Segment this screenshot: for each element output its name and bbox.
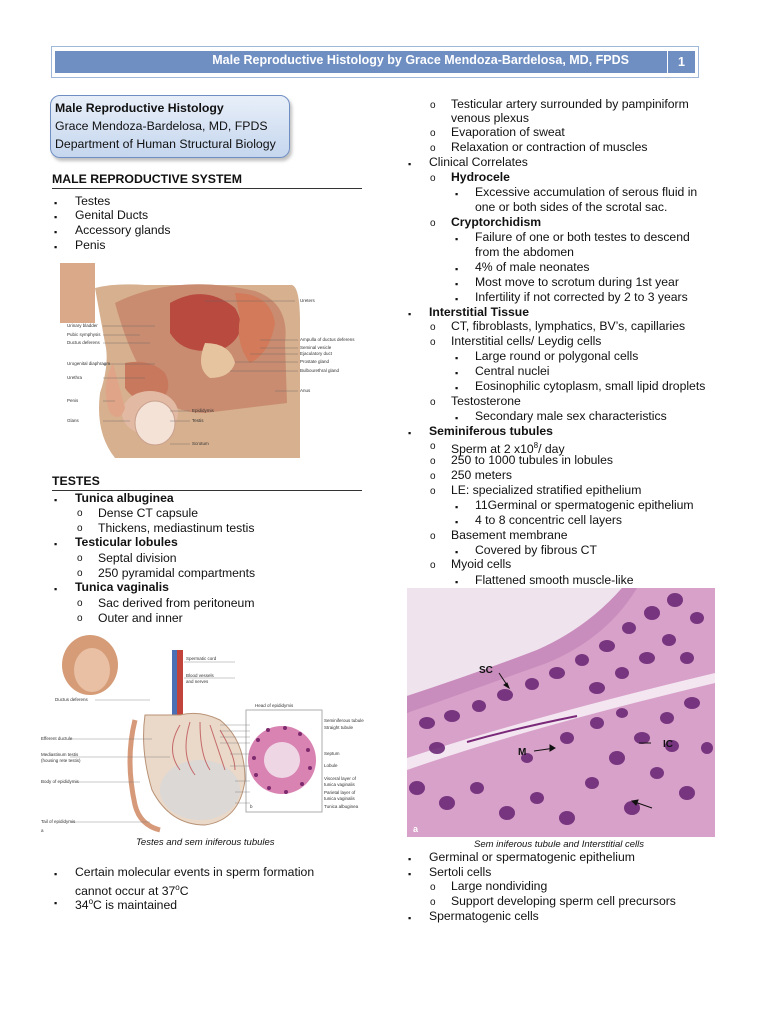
circle-bullet-icon: o <box>430 531 436 542</box>
label-ampulla: Ampulla of ductus deferens <box>300 337 355 342</box>
list-item: Thickens, mediastinum testis <box>98 521 255 535</box>
list-item: 11Germinal or spermatogenic epithelium <box>475 498 694 512</box>
list-item: Excessive accumulation of serous fluid in <box>475 185 698 199</box>
list-item: 34$^o$C is maintained <box>75 897 178 913</box>
label-tunica-albuginea: Tunica albuginea <box>324 804 359 809</box>
list-item: Support developing sperm cell precursors <box>451 894 676 908</box>
circle-bullet-icon: o <box>430 471 436 482</box>
doc-author: Grace Mendoza-Bardelosa, MD, FPDS <box>55 119 268 133</box>
list-item: Most move to scrotum during 1st year <box>475 275 679 289</box>
circle-bullet-icon: o <box>430 100 436 111</box>
label-epididymis: Epididymis <box>192 408 214 413</box>
list-item: Sertoli cells <box>429 865 492 879</box>
list-item: Clinical Correlates <box>429 155 528 169</box>
label-and-nerves: and nerves <box>186 679 209 684</box>
label-seminiferous-tubule: Seminiferous tubule <box>324 718 364 723</box>
list-item: Cryptorchidism <box>451 215 542 229</box>
list-item: Septal division <box>98 551 177 565</box>
bullet-icon: ▪ <box>408 869 412 879</box>
circle-bullet-icon: o <box>430 897 436 908</box>
list-item-continuation: cannot occur at 37$^o$C <box>75 883 189 899</box>
section-heading-system: MALE REPRODUCTIVE SYSTEM <box>52 172 242 186</box>
label-prostate: Prostate gland <box>300 359 330 364</box>
bullet-icon: ▪ <box>455 279 459 289</box>
list-item: Seminiferous tubules <box>429 424 553 438</box>
circle-bullet-icon: o <box>430 143 436 154</box>
bullet-icon: ▪ <box>54 539 58 549</box>
title-box <box>50 95 290 158</box>
bullet-icon: ▪ <box>54 227 58 237</box>
circle-bullet-icon: o <box>430 337 436 348</box>
figure-sagittal-section <box>55 263 360 458</box>
label-urinary-bladder: Urinary bladder <box>67 323 98 328</box>
list-item: 4% of male neonates <box>475 260 590 274</box>
list-item: Covered by fibrous CT <box>475 543 597 557</box>
circle-bullet-icon: o <box>430 322 436 333</box>
bullet-icon: ▪ <box>455 502 459 512</box>
list-item: Tunica albuginea <box>75 491 174 505</box>
label-ductus-deferens: Ductus deferens <box>67 340 100 345</box>
label-efferent-ductule: Efferent ductule <box>41 736 73 741</box>
list-item: Testicular artery surrounded by pampiniform <box>451 97 689 111</box>
label-ejaculatory-duct: Ejaculatory duct <box>300 351 333 356</box>
label-testis: Testis <box>192 418 204 423</box>
list-item-continuation: from the abdomen <box>475 245 574 259</box>
bullet-icon: ▪ <box>455 234 459 244</box>
header-title: Male Reproductive Histology by Grace Mendoza-Bardelosa, MD, FPDS <box>212 53 629 67</box>
label-penis: Penis <box>67 398 79 403</box>
header-bar <box>55 51 667 73</box>
list-item: LE: specialized stratified epithelium <box>451 483 642 497</box>
list-item: Basement membrane <box>451 528 568 542</box>
list-item: Flattened smooth muscle-like <box>475 573 634 587</box>
list-item-continuation: venous plexus <box>451 111 529 125</box>
bullet-icon: ▪ <box>408 428 412 438</box>
list-item: Large nondividing <box>451 879 548 893</box>
bullet-icon: ▪ <box>408 913 412 923</box>
bullet-icon: ▪ <box>455 368 459 378</box>
label-head-epididymis: Head of epididymis <box>255 703 294 708</box>
circle-bullet-icon: o <box>77 508 83 519</box>
circle-bullet-icon: o <box>77 613 83 624</box>
label-urethra: Urethra <box>67 375 83 380</box>
micrograph-seminiferous-tubule <box>407 588 715 837</box>
sagittal-illustration <box>55 263 360 458</box>
list-item: CT, fibroblasts, lymphatics, BV’s, capillaries <box>451 319 686 333</box>
page-number: 1 <box>668 51 695 73</box>
figure-testis-structure <box>40 630 365 835</box>
circle-bullet-icon: o <box>430 486 436 497</box>
list-item: Large round or polygonal cells <box>475 349 639 363</box>
bullet-icon: ▪ <box>455 189 459 199</box>
label-panel-b: b <box>250 804 253 809</box>
circle-bullet-icon: o <box>430 173 436 184</box>
list-item: 250 meters <box>451 468 512 482</box>
section-heading-testes: TESTES <box>52 474 100 488</box>
list-item: Certain molecular events in sperm formation <box>75 865 315 879</box>
micrograph-image <box>407 588 715 837</box>
label-rete: (housing rete testis) <box>41 758 81 763</box>
list-item: Interstitial cells/ Leydig cells <box>451 334 602 348</box>
bullet-icon: ▪ <box>54 242 58 252</box>
label-pubic-symphysis: Pubic symphysis <box>67 332 101 337</box>
label-visceral-layer: Visceral layer of <box>324 776 356 781</box>
label-ductus-deferens-2: Ductus deferens <box>55 697 88 702</box>
bullet-icon: ▪ <box>455 547 459 557</box>
list-item: Genital Ducts <box>75 208 149 222</box>
list-item: Hydrocele <box>451 170 510 184</box>
bullet-icon: ▪ <box>54 495 58 505</box>
label-parietal-layer: Parietal layer of <box>324 790 356 795</box>
micro-label-ic: IC <box>663 739 673 750</box>
label-straight-tubule: Straight tubule <box>324 725 354 730</box>
list-item: Testicular lobules <box>75 535 178 549</box>
bullet-icon: ▪ <box>408 159 412 169</box>
circle-bullet-icon: o <box>77 568 83 579</box>
list-item: Eosinophilic cytoplasm, small lipid droplets <box>475 379 706 393</box>
label-mediastinum: Mediastinum testis <box>41 752 79 757</box>
list-item: Infertility if not corrected by 2 to 3 years <box>475 290 688 304</box>
circle-bullet-icon: o <box>430 397 436 408</box>
doc-department: Department of Human Structural Biology <box>55 137 276 151</box>
label-glans: Glans <box>67 418 79 423</box>
list-item: Relaxation or contraction of muscles <box>451 140 648 154</box>
label-visceral-layer-2: tunica vaginalis <box>324 782 355 787</box>
label-parietal-layer-2: tunica vaginalis <box>324 796 355 801</box>
circle-bullet-icon: o <box>430 456 436 467</box>
bullet-icon: ▪ <box>54 198 58 208</box>
label-seminal-vesicle: Seminal vesicle <box>300 345 332 350</box>
list-item: Central nuclei <box>475 364 550 378</box>
bullet-icon: ▪ <box>455 264 459 274</box>
testis-illustration <box>40 630 365 835</box>
list-item: Dense CT capsule <box>98 506 199 520</box>
bullet-icon: ▪ <box>54 869 58 879</box>
list-item: Spermatogenic cells <box>429 909 539 923</box>
bullet-icon: ▪ <box>455 517 459 527</box>
circle-bullet-icon: o <box>430 882 436 893</box>
list-item: Germinal or spermatogenic epithelium <box>429 850 635 864</box>
list-item: Tunica vaginalis <box>75 580 169 594</box>
bullet-icon: ▪ <box>455 353 459 363</box>
label-ureters: Ureters <box>300 298 315 303</box>
list-item: Penis <box>75 238 106 252</box>
label-blood-vessels: Blood vessels <box>186 673 214 678</box>
bullet-icon: ▪ <box>54 584 58 594</box>
list-item: Secondary male sex characteristics <box>475 409 667 423</box>
list-item: Accessory glands <box>75 223 171 237</box>
circle-bullet-icon: o <box>430 128 436 139</box>
circle-bullet-icon: o <box>430 441 436 452</box>
list-item-continuation: one or both sides of the scrotal sac. <box>475 200 668 214</box>
list-item: Sac derived from peritoneum <box>98 596 255 610</box>
label-anus: Anus <box>300 388 311 393</box>
doc-title: Male Reproductive Histology <box>55 101 224 115</box>
bullet-icon: ▪ <box>455 383 459 393</box>
bullet-icon: ▪ <box>455 577 459 587</box>
list-item: Evaporation of sweat <box>451 125 565 139</box>
circle-bullet-icon: o <box>430 560 436 571</box>
bullet-icon: ▪ <box>54 898 58 908</box>
label-scrotum: Scrotum <box>192 441 209 446</box>
list-item: 4 to 8 concentric cell layers <box>475 513 622 527</box>
bullet-icon: ▪ <box>54 212 58 222</box>
list-item: Testes <box>75 194 111 208</box>
circle-bullet-icon: o <box>77 598 83 609</box>
micro-label-m: M <box>518 747 527 758</box>
figure-caption-right: Sem iniferous tubule and Interstitial cells <box>474 839 645 850</box>
label-urogenital-diaphragm: Urogenital diaphragm <box>67 361 111 366</box>
label-spermatic-cord: Spermatic cord <box>186 656 217 661</box>
label-lobule: Lobule <box>324 763 338 768</box>
label-panel-a: a <box>41 828 44 833</box>
circle-bullet-icon: o <box>430 218 436 229</box>
list-item: Sperm at 2 $x10^8/$ day <box>451 441 565 457</box>
list-item: 250 pyramidal compartments <box>98 566 256 580</box>
section-rule <box>52 188 362 189</box>
list-item: Myoid cells <box>451 557 512 571</box>
micro-label-sc: SC <box>479 665 493 676</box>
figure-caption-left: Testes and sem iniferous tubules <box>136 837 275 848</box>
label-bulbourethral: Bulbourethral gland <box>300 368 340 373</box>
bullet-icon: ▪ <box>408 854 412 864</box>
list-item: Outer and inner <box>98 611 183 625</box>
label-body-epididymis: Body of epididymis <box>41 779 79 784</box>
list-item: Testosterone <box>451 394 521 408</box>
label-septum: Septum <box>324 751 340 756</box>
label-tail-epididymis: Tail of epididymis <box>41 819 76 824</box>
circle-bullet-icon: o <box>77 553 83 564</box>
micro-label-a: a <box>413 824 419 834</box>
list-item: Failure of one or both testes to descend <box>475 230 690 244</box>
bullet-icon: ▪ <box>455 294 459 304</box>
circle-bullet-icon: o <box>77 523 83 534</box>
list-item: 250 to 1000 tubules in lobules <box>451 453 613 467</box>
bullet-icon: ▪ <box>408 309 412 319</box>
bullet-icon: ▪ <box>455 413 459 423</box>
list-item: Interstitial Tissue <box>429 305 530 319</box>
